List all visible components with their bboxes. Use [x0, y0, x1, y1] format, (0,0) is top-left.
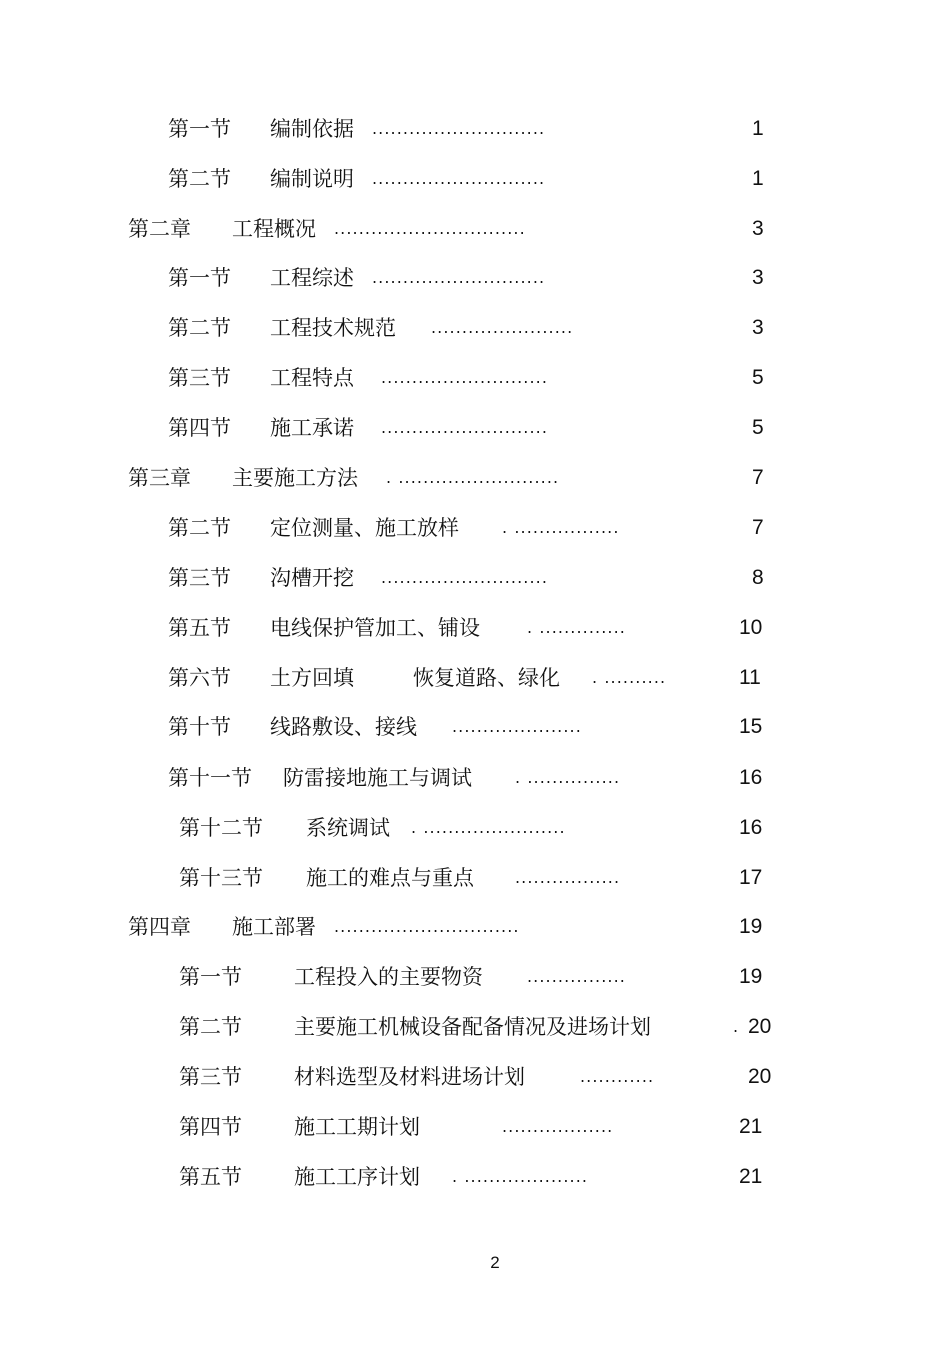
entry-page: 20	[748, 1065, 772, 1088]
toc-entry-section	[0, 813, 950, 843]
entry-leader-dots: . ..........................	[386, 468, 560, 487]
entry-title: 编制说明	[270, 167, 354, 191]
entry-title: 系统调试	[306, 816, 390, 840]
entry-page: 19	[739, 965, 763, 988]
entry-number: 第一节	[168, 117, 231, 141]
entry-leader-dots: . ..............	[527, 618, 626, 637]
entry-number: 第二节	[168, 167, 231, 191]
entry-page: 7	[752, 516, 764, 539]
entry-title: 施工的难点与重点	[306, 866, 474, 890]
entry-page: 21	[739, 1115, 763, 1138]
toc-entry-chapter	[0, 463, 950, 493]
toc-entry-section	[0, 263, 950, 293]
entry-title: 防雷接地施工与调试	[283, 766, 472, 790]
entry-leader-dots: ...............................	[334, 219, 526, 238]
entry-leader-dots: ............	[580, 1067, 655, 1086]
toc-entry-section	[0, 1162, 950, 1192]
entry-page: 8	[752, 566, 764, 589]
entry-page: 3	[752, 266, 764, 289]
toc-entry-chapter	[0, 214, 950, 244]
entry-page: 21	[739, 1165, 763, 1188]
entry-page: 5	[752, 366, 764, 389]
entry-number: 第二节	[168, 316, 231, 340]
toc-entry-section	[0, 712, 950, 742]
entry-leader-dots: ................	[527, 967, 626, 986]
page-number: 2	[490, 1253, 500, 1272]
entry-leader-dots: . .......................	[411, 818, 566, 837]
toc-entry-section	[0, 1012, 950, 1042]
entry-page: 17	[739, 866, 763, 889]
entry-number: 第一节	[179, 965, 242, 989]
toc-entry-section	[0, 313, 950, 343]
entry-number: 第四章	[128, 915, 191, 939]
entry-leader-dots: ............................	[372, 268, 546, 287]
toc-entry-section	[0, 962, 950, 992]
toc-entry-section	[0, 763, 950, 793]
toc-entry-chapter	[0, 912, 950, 942]
entry-title: 施工承诺	[270, 416, 354, 440]
entry-title: 电线保护管加工、铺设	[270, 616, 480, 640]
entry-title: 线路敷设、接线	[270, 715, 417, 739]
entry-number: 第四节	[179, 1115, 242, 1139]
entry-number: 第二节	[179, 1015, 242, 1039]
toc-entry-section	[0, 513, 950, 543]
toc-entry-section	[0, 413, 950, 443]
entry-title: 主要施工方法	[232, 466, 358, 490]
entry-page: 7	[752, 466, 764, 489]
entry-leader-dots: .....................	[452, 717, 582, 736]
entry-page: 3	[752, 316, 764, 339]
entry-number: 第六节	[168, 666, 231, 690]
entry-page: 1	[752, 167, 764, 190]
entry-title: 工程技术规范	[270, 316, 396, 340]
entry-leader-dots: ..............................	[334, 917, 520, 936]
entry-number: 第十二节	[179, 816, 263, 840]
entry-title: 施工工序计划	[294, 1165, 420, 1189]
toc-entry-section	[0, 1112, 950, 1142]
entry-page: 5	[752, 416, 764, 439]
entry-number: 第三节	[168, 366, 231, 390]
entry-leader-dots: .................	[515, 868, 621, 887]
entry-page: 10	[739, 616, 763, 639]
entry-title: 编制依据	[270, 117, 354, 141]
toc-entry-section	[0, 863, 950, 893]
entry-leader-dots: ............................	[372, 119, 546, 138]
entry-number: 第四节	[168, 416, 231, 440]
entry-title: 施工部署	[232, 915, 316, 939]
entry-number: 第十三节	[179, 866, 263, 890]
toc-entry-section	[0, 363, 950, 393]
entry-title: 沟槽开挖	[270, 566, 354, 590]
entry-title: 材料选型及材料进场计划	[294, 1065, 525, 1089]
entry-leader-dots: . ....................	[452, 1167, 589, 1186]
toc-entry-section	[0, 663, 950, 693]
entry-page: 16	[739, 766, 763, 789]
toc-entry-section	[0, 563, 950, 593]
entry-leader-dots: ............................	[372, 169, 546, 188]
entry-page: 11	[739, 666, 761, 689]
toc-entry-section	[0, 164, 950, 194]
entry-page: 3	[752, 217, 764, 240]
entry-leader-dots: . ...............	[515, 768, 621, 787]
entry-title: 工程特点	[270, 366, 354, 390]
entry-number: 第三节	[179, 1065, 242, 1089]
entry-leader-dots: ...........................	[381, 418, 549, 437]
toc-entry-section	[0, 1062, 950, 1092]
entry-number: 第二章	[128, 217, 191, 241]
entry-number: 第十节	[168, 715, 231, 739]
entry-leader-dots: .	[733, 1017, 740, 1036]
entry-title-extra: 恢复道路、绿化	[413, 666, 560, 690]
entry-page: 15	[739, 715, 763, 738]
entry-number: 第一节	[168, 266, 231, 290]
entry-number: 第三章	[128, 466, 191, 490]
entry-title: 工程投入的主要物资	[294, 965, 483, 989]
toc-entry-section	[0, 114, 950, 144]
entry-title: 工程概况	[232, 217, 316, 241]
entry-page: 19	[739, 915, 763, 938]
entry-number: 第三节	[168, 566, 231, 590]
entry-leader-dots: . .................	[502, 518, 620, 537]
entry-page: 1	[752, 117, 764, 140]
entry-title: 工程综述	[270, 266, 354, 290]
entry-leader-dots: . ..........	[592, 668, 667, 687]
entry-number: 第五节	[168, 616, 231, 640]
entry-number: 第五节	[179, 1165, 242, 1189]
entry-page: 16	[739, 816, 763, 839]
entry-title: 土方回填	[270, 666, 354, 690]
entry-leader-dots: .......................	[431, 318, 574, 337]
entry-leader-dots: ...........................	[381, 368, 549, 387]
entry-leader-dots: ...........................	[381, 568, 549, 587]
entry-number: 第十一节	[168, 766, 252, 790]
entry-title: 施工工期计划	[294, 1115, 420, 1139]
entry-page: 20	[748, 1015, 772, 1038]
entry-title: 定位测量、施工放样	[270, 516, 459, 540]
entry-leader-dots: ..................	[502, 1117, 614, 1136]
toc-entry-section	[0, 613, 950, 643]
entry-number: 第二节	[168, 516, 231, 540]
entry-title: 主要施工机械设备配备情况及进场计划	[294, 1015, 651, 1039]
